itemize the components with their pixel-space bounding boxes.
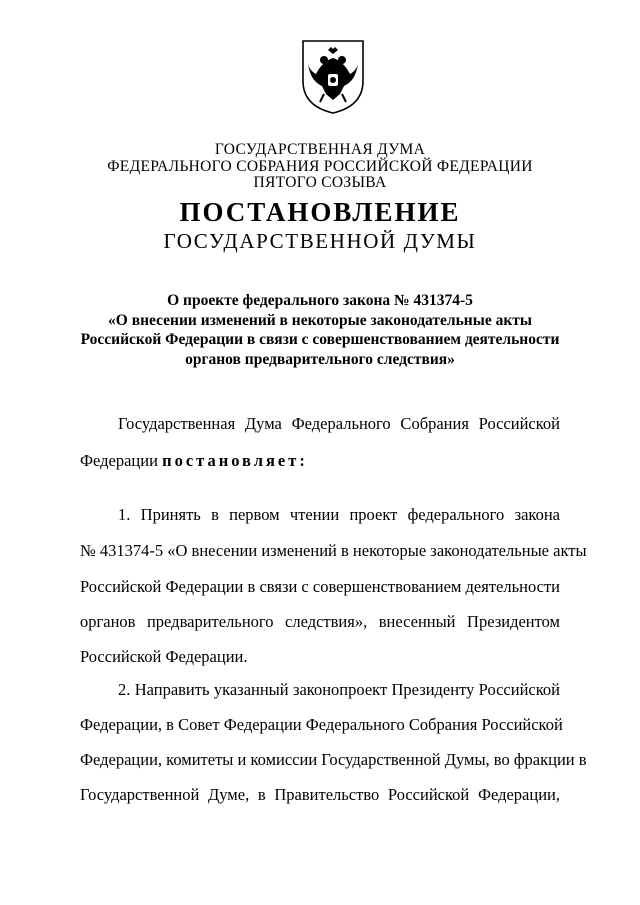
document-title: ПОСТАНОВЛЕНИЕ <box>179 197 461 227</box>
subject-line-2: «О внесении изменений в некоторые законодательные акты <box>108 311 532 329</box>
preamble-line-1: Государственная Дума Федерального Собрания Российской <box>118 414 560 433</box>
paragraph-2-line-3: Федерации, комитеты и комиссии Государственной Думы, во фракции в <box>80 750 587 769</box>
paragraph-2-line-4: Государственной Думе, в Правительство Российской Федерации, <box>80 785 560 804</box>
preamble-line-2 <box>80 451 560 471</box>
preamble-start: Федерации <box>80 451 158 470</box>
coat-of-arms-emblem <box>298 36 368 116</box>
paragraph-1-line-1: 1. Принять в первом чтении проект федерального закона <box>118 505 560 524</box>
header-line-1: ГОСУДАРСТВЕННАЯ ДУМА <box>214 141 426 158</box>
paragraph-2-line-2: Федерации, в Совет Федерации Федерального Собрания Российской <box>80 715 563 734</box>
subject-line-3: Российской Федерации в связи с совершенствованием деятельности <box>80 331 560 348</box>
header-line-3: ПЯТОГО СОЗЫВА <box>253 174 387 191</box>
subject-line-4: органов предварительного следствия» <box>185 350 455 368</box>
paragraph-1-line-3: Российской Федерации в связи с совершенствованием деятельности <box>80 577 560 596</box>
paragraph-1-line-2: № 431374-5 «О внесении изменений в некоторые законодательные акты <box>80 541 587 560</box>
subject-line-1: О проекте федерального закона № 431374-5 <box>167 292 473 309</box>
paragraph-1-line-4: органов предварительного следствия», внесенный Президентом <box>80 612 560 631</box>
double-headed-eagle-icon <box>298 36 368 116</box>
header-line-2: ФЕДЕРАЛЬНОГО СОБРАНИЯ РОССИЙСКОЙ ФЕДЕРАЦИИ <box>107 158 533 175</box>
paragraph-1-line-5: Российской Федерации. <box>80 647 248 666</box>
document-subject <box>0 291 640 369</box>
preamble-verb: постановляет: <box>162 451 308 470</box>
document-subtitle: ГОСУДАРСТВЕННОЙ ДУМЫ <box>163 229 477 253</box>
paragraph-2-line-1: 2. Направить указанный законопроект Президенту Российской <box>118 680 560 699</box>
